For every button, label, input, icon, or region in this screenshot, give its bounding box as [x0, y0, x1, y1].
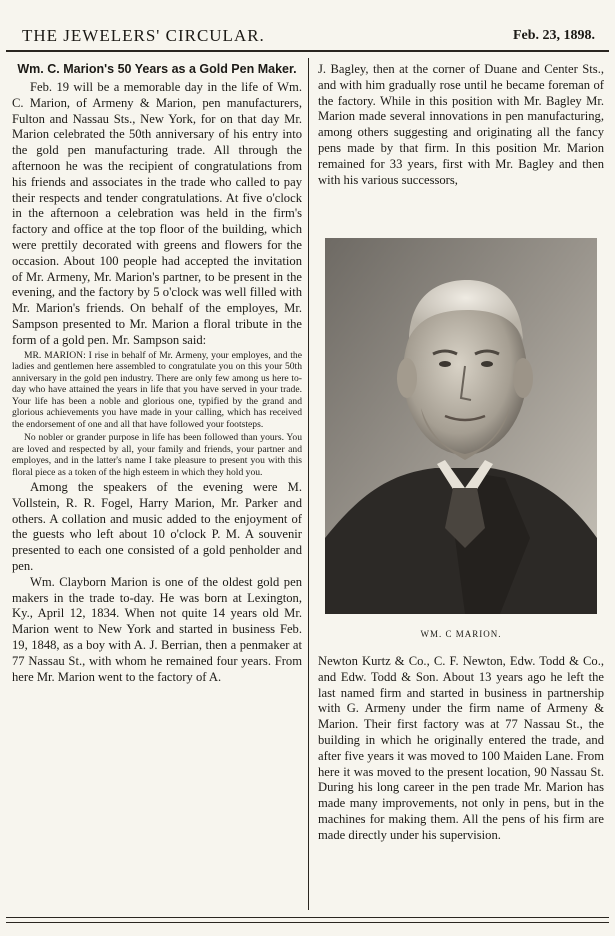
column-divider [308, 58, 309, 910]
article-paragraph: Among the speakers of the evening were M. Vollstein, R. R. Fogel, Harry Marion, Mr. Parker and others. A collation and music added to the enjoyment of the guests who left about 10 o'clock P. M. A souvenir presented to each one consisted of a gold penholder and pen. [12, 480, 302, 574]
issue-date: Feb. 23, 1898. [512, 28, 595, 43]
article-paragraph: J. Bagley, then at the corner of Duane and Center Sts., and with him gradually rose until he became foreman of the factory. While in this position with Mr. Bagley Mr. Marion made several innovations in pen manufacturing, among others suggesting and originating all the fancy pens made by that firm. In this position Mr. Marion remained for 33 years, first with Mr. Bagley and then with his various successors, [318, 62, 604, 187]
quoted-speech: No nobler or grander purpose in life has been followed than yours. You are loved and respected by all, your family and friends, your partner and employes, and in the latter's name I take pleasure to present you with this floral piece as a token of the high esteem in which they hold you. [12, 432, 302, 478]
article-paragraph: Wm. Clayborn Marion is one of the oldest gold pen makers in the trade to-day. He was born at Lexington, Ky., April 12, 1834. When not quite 14 years old Mr. Marion went to New York and started in business Feb. 19, 1848, as a boy with A. J. Berrian, then a penmaker at 77 Nassau St., with whom he remained four years. From here Mr. Marion went to the factory of A. [12, 574, 302, 684]
right-column-bottom [318, 654, 604, 844]
portrait-photo [325, 238, 597, 614]
publication-title: THE JEWELERS' CIRCULAR. [22, 26, 265, 45]
quoted-speech: MR. MARION: I rise in behalf of Mr. Armeny, your employes, and the ladies and gentlemen here assembled to congratulate you on this your 50th anniversary in the gold pen industry. There are only few among us here to-day who have attained the years in life that you have served in your trade. Your life has been a noble and glorious one, typified by the grand and glorious achievements you have made in your calling, which has received the endorsement of one and all that have followed your footsteps. [12, 349, 302, 430]
article-paragraph: Feb. 19 will be a memorable day in the life of Wm. C. Marion, of Armeny & Marion, pen manufacturers, Fulton and Nassau Sts., New York, for on that day Mr. Marion celebrated the 50th anniversary of his entry into the gold pen manufacturing trade. All through the afternoon he was the recipient of congratulations from his friends and associates in the trade who called to pay their respects and tender congratulations. At five o'clock in the afternoon a celebration was held in the firm's factory and office at the top floor of the building, which were prettily decorated with greens and flowers for the occasion. About 100 people had accepted the invitation of Mr. Armeny, Mr. Marion's partner, to be present in the evening, and the factory by 5 o'clock was well filled with Mr. Marion's friends. On behalf of the employes, Mr. Sampson presented to Mr. Marion a floral tribute in the form of a gold pen. Mr. Sampson said: [12, 80, 302, 347]
right-column-top [318, 62, 604, 188]
footer-rule [6, 917, 609, 918]
header-rule [6, 50, 609, 52]
article-headline: Wm. C. Marion's 50 Years as a Gold Pen Maker. [17, 62, 297, 76]
masthead [14, 26, 601, 48]
left-column [12, 62, 302, 685]
portrait-caption: WM. C MARION. [420, 629, 502, 639]
article-paragraph: Newton Kurtz & Co., C. F. Newton, Edw. Todd & Co., and Edw. Todd & Son. About 13 years ago he left the last named firm and started in business in partnership with G. Armeny under the firm name of Armeny & Marion. Their first factory was at 77 Nassau St., the building in which he originally entered the trade, and after five years it was moved to 100 Maiden Lane. From here it was moved to the present location, 90 Nassau St. During his long career in the pen trade Mr. Marion has made many improvements, not only in pens, but in the machines for making them. All the pens of his firm are made directly under his supervision. [318, 654, 604, 842]
footer-rule [6, 922, 609, 923]
